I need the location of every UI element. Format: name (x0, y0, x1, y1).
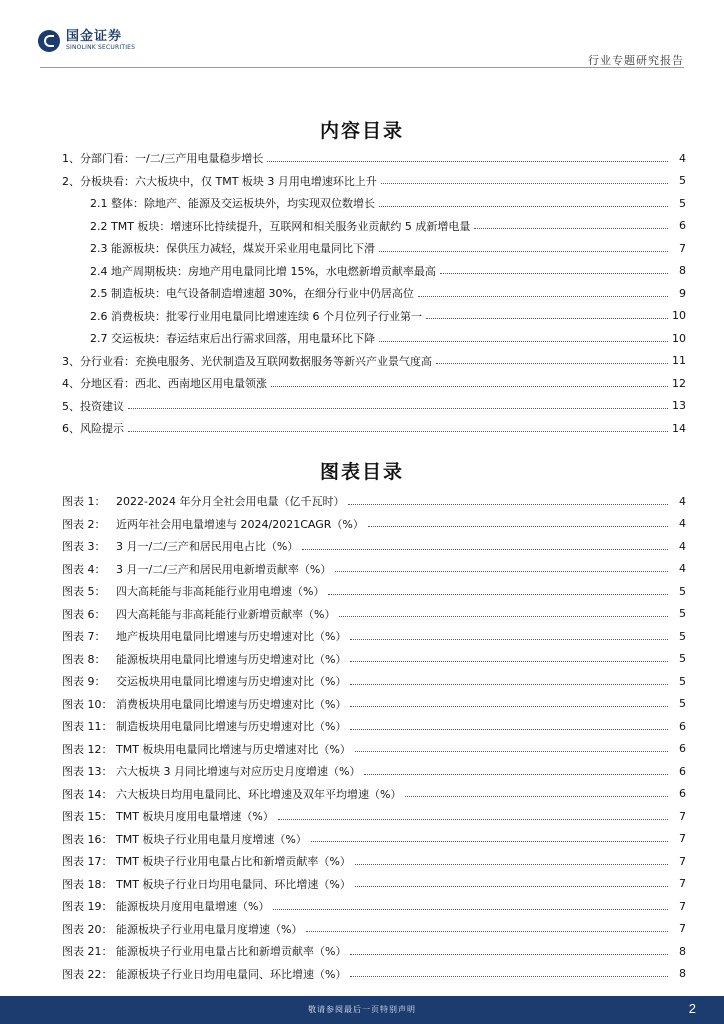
toc-entry-label: 2.2 TMT 板块：增速环比持续提升，互联网和相关服务业贡献约 5 成新增电量 (90, 219, 471, 233)
dot-leader (278, 819, 668, 820)
toc-entry[interactable] (62, 417, 686, 440)
figure-entry[interactable] (62, 940, 686, 963)
page-ref: 7 (679, 899, 686, 913)
figure-entry[interactable] (62, 918, 686, 941)
figure-label: 交运板块用电量同比增速与历史增速对比（%） (116, 675, 347, 689)
dot-leader (364, 774, 668, 775)
toc-entry[interactable] (62, 372, 686, 395)
page-ref: 10 (672, 331, 686, 345)
figure-label: 地产板块用电量同比增速与历史增速对比（%） (116, 630, 347, 644)
dot-leader (350, 661, 668, 662)
page-ref: 4 (679, 494, 686, 508)
figure-label: TMT 板块子行业日均用电量同、环比增速（%） (116, 877, 351, 891)
figures-title: 图表目录 (319, 461, 404, 483)
dot-leader (381, 183, 668, 184)
contents-title: 内容目录 (319, 120, 404, 142)
figure-label: TMT 板块子行业用电量占比和新增贡献率（%） (116, 855, 351, 869)
figure-entry[interactable] (62, 670, 686, 693)
page-ref: 11 (672, 354, 686, 368)
figure-label: 制造板块用电量同比增速与历史增速对比（%） (116, 720, 347, 734)
toc-entry-label: 2.7 交运板块：春运结束后出行需求回落，用电量环比下降 (90, 332, 375, 346)
figure-number: 图表 15： (62, 810, 113, 824)
toc-entry[interactable] (62, 170, 686, 193)
figure-label: 六大板块日均用电量同比、环比增速及双年平均增速（%） (116, 787, 402, 801)
toc-entry-label: 2.3 能源板块：保供压力减轻，煤炭开采业用电量同比下滑 (90, 242, 375, 256)
page-ref: 5 (679, 629, 686, 643)
figure-entry[interactable] (62, 513, 686, 536)
dot-leader (128, 431, 668, 432)
dot-leader (379, 206, 668, 207)
figure-entry[interactable] (62, 558, 686, 581)
toc-entry[interactable] (62, 395, 686, 418)
figure-number: 图表 18： (62, 877, 113, 891)
dot-leader (440, 273, 668, 274)
figure-label: 六大板块 3 月同比增速与对应历史月度增速（%） (116, 765, 361, 779)
dot-leader (350, 684, 668, 685)
contents-list (62, 147, 686, 440)
figure-number: 图表 3： (62, 540, 106, 554)
toc-entry[interactable] (62, 305, 686, 328)
figure-label: 消费板块用电量同比增速与历史增速对比（%） (116, 697, 347, 711)
figure-number: 图表 22： (62, 967, 113, 981)
figure-number: 图表 11： (62, 720, 113, 734)
figure-number: 图表 16： (62, 832, 113, 846)
brand-name-cn: 国金证券 (66, 29, 123, 44)
page-ref: 13 (672, 399, 686, 413)
page-ref: 6 (679, 719, 686, 733)
figure-number: 图表 5： (62, 585, 106, 599)
figure-number: 图表 9： (62, 675, 106, 689)
figure-entry[interactable] (62, 535, 686, 558)
page-ref: 7 (679, 241, 686, 255)
page-ref: 5 (679, 674, 686, 688)
figure-number: 图表 14： (62, 787, 113, 801)
page-number: 2 (688, 1001, 696, 1016)
page-ref: 6 (679, 219, 686, 233)
brand-name-en: SINOLINK SECURITIES (66, 44, 136, 51)
page-ref: 6 (679, 787, 686, 801)
dot-leader (436, 363, 668, 364)
page-ref: 4 (679, 151, 686, 165)
figure-number: 图表 4： (62, 562, 106, 576)
figure-number: 图表 21： (62, 945, 113, 959)
figure-number: 图表 13： (62, 765, 113, 779)
page-ref: 10 (672, 309, 686, 323)
footer-notice: 敬请参阅最后一页特别声明 (308, 1005, 416, 1014)
toc-entry-label: 6、风险提示 (62, 422, 124, 436)
page-ref: 7 (679, 832, 686, 846)
dot-leader (335, 571, 668, 572)
dot-leader (311, 841, 668, 842)
toc-entry-label: 2.5 制造板块：电气设备制造增速超 30%，在细分行业中仍居高位 (90, 287, 414, 301)
dot-leader (379, 341, 668, 342)
page-ref: 7 (679, 877, 686, 891)
figure-number: 图表 1： (62, 495, 106, 509)
figure-number: 图表 17： (62, 855, 113, 869)
page-header (0, 0, 724, 70)
figure-entry[interactable] (62, 715, 686, 738)
page-ref: 7 (679, 809, 686, 823)
figure-entry[interactable] (62, 693, 686, 716)
figure-entry[interactable] (62, 738, 686, 761)
brand-logo (38, 30, 135, 52)
page-ref: 14 (672, 421, 686, 435)
figure-label: 3 月一/二/三产和居民用电占比（%） (116, 540, 299, 554)
figure-label: TMT 板块月度用电量增速（%） (116, 810, 274, 824)
dot-leader (267, 161, 668, 162)
dot-leader (302, 549, 668, 550)
figure-entry[interactable] (62, 805, 686, 828)
page-ref: 4 (679, 539, 686, 553)
page-ref: 8 (679, 967, 686, 981)
figure-label: TMT 板块用电量同比增速与历史增速对比（%） (116, 742, 351, 756)
dot-leader (348, 504, 668, 505)
figure-label: 近两年社会用电量增速与 2024/2021CAGR（%） (116, 517, 364, 531)
figure-label: 四大高耗能与非高耗能行业新增贡献率（%） (116, 607, 336, 621)
figure-entry[interactable] (62, 963, 686, 986)
toc-entry[interactable] (62, 237, 686, 260)
toc-entry-label: 1、分部门看：一/二/三产用电量稳步增长 (62, 152, 264, 166)
figure-entry[interactable] (62, 490, 686, 513)
dot-leader (355, 886, 668, 887)
toc-entry[interactable] (62, 215, 686, 238)
figure-entry[interactable] (62, 580, 686, 603)
toc-entry[interactable] (62, 350, 686, 373)
figure-number: 图表 2： (62, 517, 106, 531)
toc-entry[interactable] (62, 327, 686, 350)
report-type: 行业专题研究报告 (588, 54, 684, 67)
dot-leader (350, 729, 668, 730)
logo-icon (38, 30, 60, 52)
page-ref: 7 (679, 854, 686, 868)
dot-leader (271, 386, 668, 387)
dot-leader (474, 228, 668, 229)
dot-leader (355, 864, 668, 865)
dot-leader (418, 296, 668, 297)
dot-leader (350, 954, 668, 955)
figure-entry[interactable] (62, 828, 686, 851)
figure-number: 图表 20： (62, 922, 113, 936)
page-ref: 5 (679, 697, 686, 711)
figure-label: 能源板块子行业用电量月度增速（%） (116, 922, 303, 936)
toc-entry-label: 2.6 消费板块：批零行业用电量同比增速连续 6 个月位列子行业第一 (90, 309, 422, 323)
figure-entry[interactable] (62, 895, 686, 918)
figure-number: 图表 10： (62, 697, 113, 711)
figure-entry[interactable] (62, 648, 686, 671)
toc-entry-label: 2.1 整体：除地产、能源及交运板块外，均实现双位数增长 (90, 197, 375, 211)
toc-entry[interactable] (62, 192, 686, 215)
toc-entry-label: 2.4 地产周期板块：房地产用电量同比增 15%，水电燃新增贡献率最高 (90, 264, 436, 278)
page-ref: 7 (679, 922, 686, 936)
figure-label: 能源板块子行业日均用电量同、环比增速（%） (116, 967, 347, 981)
figure-entry[interactable] (62, 850, 686, 873)
dot-leader (368, 526, 668, 527)
dot-leader (355, 751, 668, 752)
page-ref: 6 (679, 742, 686, 756)
figure-number: 图表 8： (62, 652, 106, 666)
toc-entry-label: 5、投资建议 (62, 399, 124, 413)
toc-entry-label: 3、分行业看：充换电服务、光伏制造及互联网数据服务等新兴产业景气度高 (62, 354, 432, 368)
header-divider (40, 67, 684, 68)
page-ref: 9 (679, 286, 686, 300)
dot-leader (379, 251, 668, 252)
figure-number: 图表 6： (62, 607, 106, 621)
toc-entry-label: 4、分地区看：西北、西南地区用电量领涨 (62, 377, 267, 391)
figure-number: 图表 12： (62, 742, 113, 756)
dot-leader (273, 909, 668, 910)
dot-leader (350, 639, 668, 640)
figure-entry[interactable] (62, 603, 686, 626)
figure-number: 图表 7： (62, 630, 106, 644)
page-ref: 5 (679, 652, 686, 666)
figure-label: TMT 板块子行业用电量月度增速（%） (116, 832, 307, 846)
dot-leader (350, 706, 668, 707)
figure-label: 2022-2024 年分月全社会用电量（亿千瓦时） (116, 495, 345, 509)
toc-entry[interactable] (62, 147, 686, 170)
toc-entry[interactable] (62, 282, 686, 305)
figure-entry[interactable] (62, 625, 686, 648)
figure-label: 3 月一/二/三产和居民用电新增贡献率（%） (116, 562, 332, 576)
page-footer (0, 996, 724, 1024)
toc-entry[interactable] (62, 260, 686, 283)
figures-list (62, 490, 686, 985)
dot-leader (405, 796, 668, 797)
figure-entry[interactable] (62, 873, 686, 896)
figure-entry[interactable] (62, 783, 686, 806)
figure-label: 能源板块用电量同比增速与历史增速对比（%） (116, 652, 347, 666)
dot-leader (128, 408, 668, 409)
page-ref: 5 (679, 584, 686, 598)
figure-label: 能源板块月度用电量增速（%） (116, 900, 270, 914)
page-ref: 12 (672, 376, 686, 390)
page-ref: 8 (679, 264, 686, 278)
figure-label: 四大高耗能与非高耗能行业用电增速（%） (116, 585, 325, 599)
dot-leader (350, 976, 668, 977)
dot-leader (426, 318, 668, 319)
page-ref: 4 (679, 562, 686, 576)
page-ref: 4 (679, 517, 686, 531)
page-ref: 5 (679, 174, 686, 188)
page-ref: 6 (679, 764, 686, 778)
dot-leader (328, 594, 668, 595)
figure-entry[interactable] (62, 760, 686, 783)
toc-entry-label: 2、分板块看：六大板块中，仅 TMT 板块 3 月用电增速环比上升 (62, 174, 377, 188)
page-ref: 5 (679, 196, 686, 210)
figure-number: 图表 19： (62, 900, 113, 914)
page-ref: 8 (679, 944, 686, 958)
dot-leader (339, 616, 668, 617)
page-ref: 5 (679, 607, 686, 621)
figure-label: 能源板块子行业用电量占比和新增贡献率（%） (116, 945, 347, 959)
dot-leader (306, 931, 668, 932)
